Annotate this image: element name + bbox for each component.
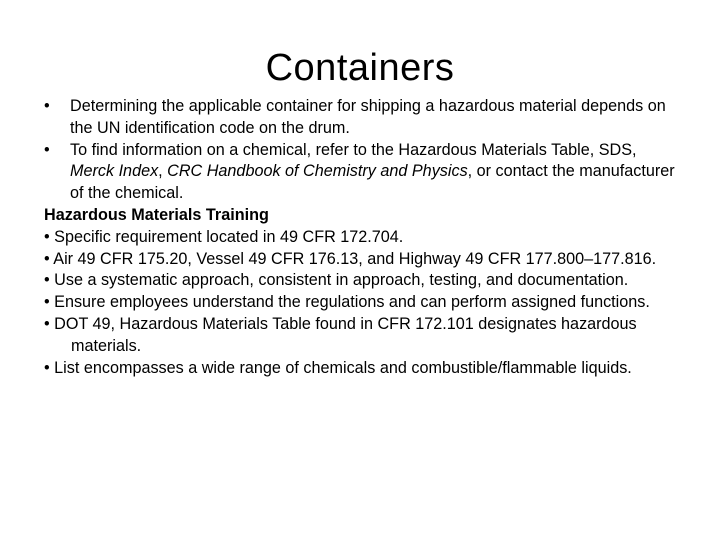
bullet-text-part: To find information on a chemical, refer to the Hazardous Materials Table, SDS,: [70, 140, 637, 159]
bullet-marker: •: [44, 97, 50, 115]
reference-merck-index: Merck Index: [70, 162, 159, 181]
training-item: • Ensure employees understand the regulations and can perform assigned functions.: [44, 293, 650, 312]
training-item: • Use a systematic approach, consistent in approach, testing, and documentation.: [44, 271, 629, 290]
training-item: • List encompasses a wide range of chemicals and combustible/flammable liquids.: [44, 358, 632, 377]
bullet-container-determination: [44, 96, 684, 140]
bullet-text-part: , or contact the manufacturer of the chemical.: [70, 162, 675, 203]
training-item: • Air 49 CFR 175.20, Vessel 49 CFR 176.13, and Highway 49 CFR 177.800–177.816.: [44, 249, 657, 268]
slide-title: Containers: [265, 47, 455, 89]
bullet-chemical-info: [44, 140, 684, 205]
bullet-marker: •: [44, 140, 50, 159]
bullet-text: Determining the applicable container for shipping a hazardous material depends on the UN identification code on the drum.: [70, 97, 666, 137]
reference-crc-handbook: CRC Handbook of Chemistry and Physics: [167, 162, 468, 181]
training-item: • Specific requirement located in 49 CFR 172.704.: [44, 227, 404, 246]
bullet-text-part: ,: [158, 162, 168, 181]
section-heading-training: Hazardous Materials Training: [44, 205, 269, 224]
slide-body: [44, 96, 684, 379]
training-item: • DOT 49, Hazardous Materials Table found in CFR 172.101 designates hazardous materials.: [44, 314, 637, 355]
